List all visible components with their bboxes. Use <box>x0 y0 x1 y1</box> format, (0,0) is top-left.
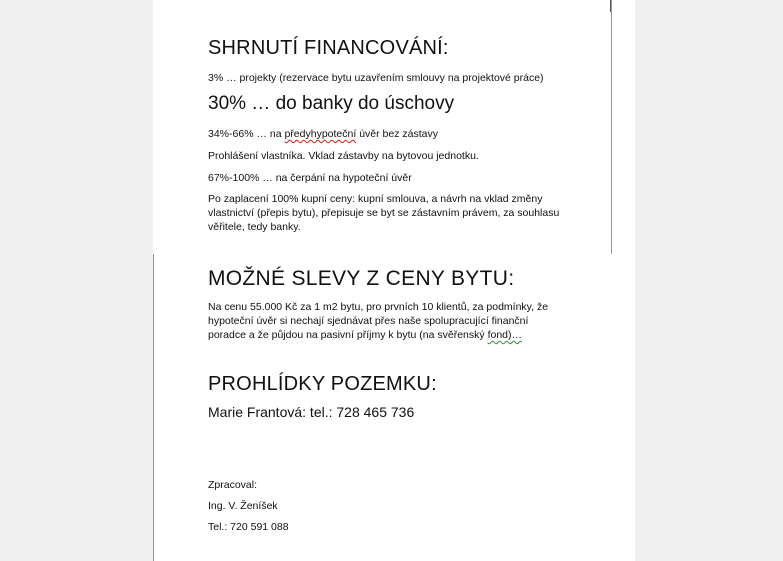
page-edge-right <box>611 0 612 254</box>
footer-label: Zpracoval: <box>208 479 258 491</box>
prehypo-suffix: úvěr bez zástavy <box>356 128 438 140</box>
financing-line-prehypo <box>208 127 438 141</box>
financing-paragraph-payment: Po zaplacení 100% kupní ceny: kupní smlouva, a návrh na vklad změny vlastnictví (přepis bytu), přepisuje se byt se zástavním právem, za souhlasu věřitele, tedy banky. <box>208 193 560 233</box>
financing-line-declaration: Prohlášení vlastníka. Vklad zástavby na bytovou jednotku. <box>208 150 479 162</box>
discounts-paragraph <box>208 300 563 342</box>
misspelled-word: předyhypoteční <box>284 128 357 140</box>
footer-phone: Tel.: 720 591 088 <box>208 521 289 533</box>
financing-heading: SHRNUTÍ FINANCOVÁNÍ: <box>208 37 449 59</box>
page-edge-left <box>153 254 154 561</box>
tours-contact: Marie Frantová: tel.: 728 465 736 <box>208 404 415 420</box>
financing-line-drawdown: 67%-100% … na čerpání na hypoteční úvěr <box>208 172 412 184</box>
tours-heading: PROHLÍDKY POZEMKU: <box>208 373 437 395</box>
financing-line-bank: 30% … do banky do úschovy <box>208 93 455 114</box>
grammar-marked-word: fond)… <box>487 329 522 341</box>
prehypo-prefix: 34%-66% … na <box>208 128 285 140</box>
footer-name: Ing. V. Ženíšek <box>208 500 278 512</box>
discounts-text: Na cenu 55.000 Kč za 1 m2 bytu, pro prvních 10 klientů, za podmínky, že hypoteční úvěr si nechají sjednávat přes naše spolupracující finanční poradce a že půjdou na pasivní příjmy k bytu (na svěřenský <box>208 301 549 341</box>
discounts-heading: MOŽNÉ SLEVY Z CENY BYTU: <box>208 267 515 290</box>
financing-line-projects: 3% … projekty (rezervace bytu uzavřením smlouvy na projektové práce) <box>208 72 544 84</box>
